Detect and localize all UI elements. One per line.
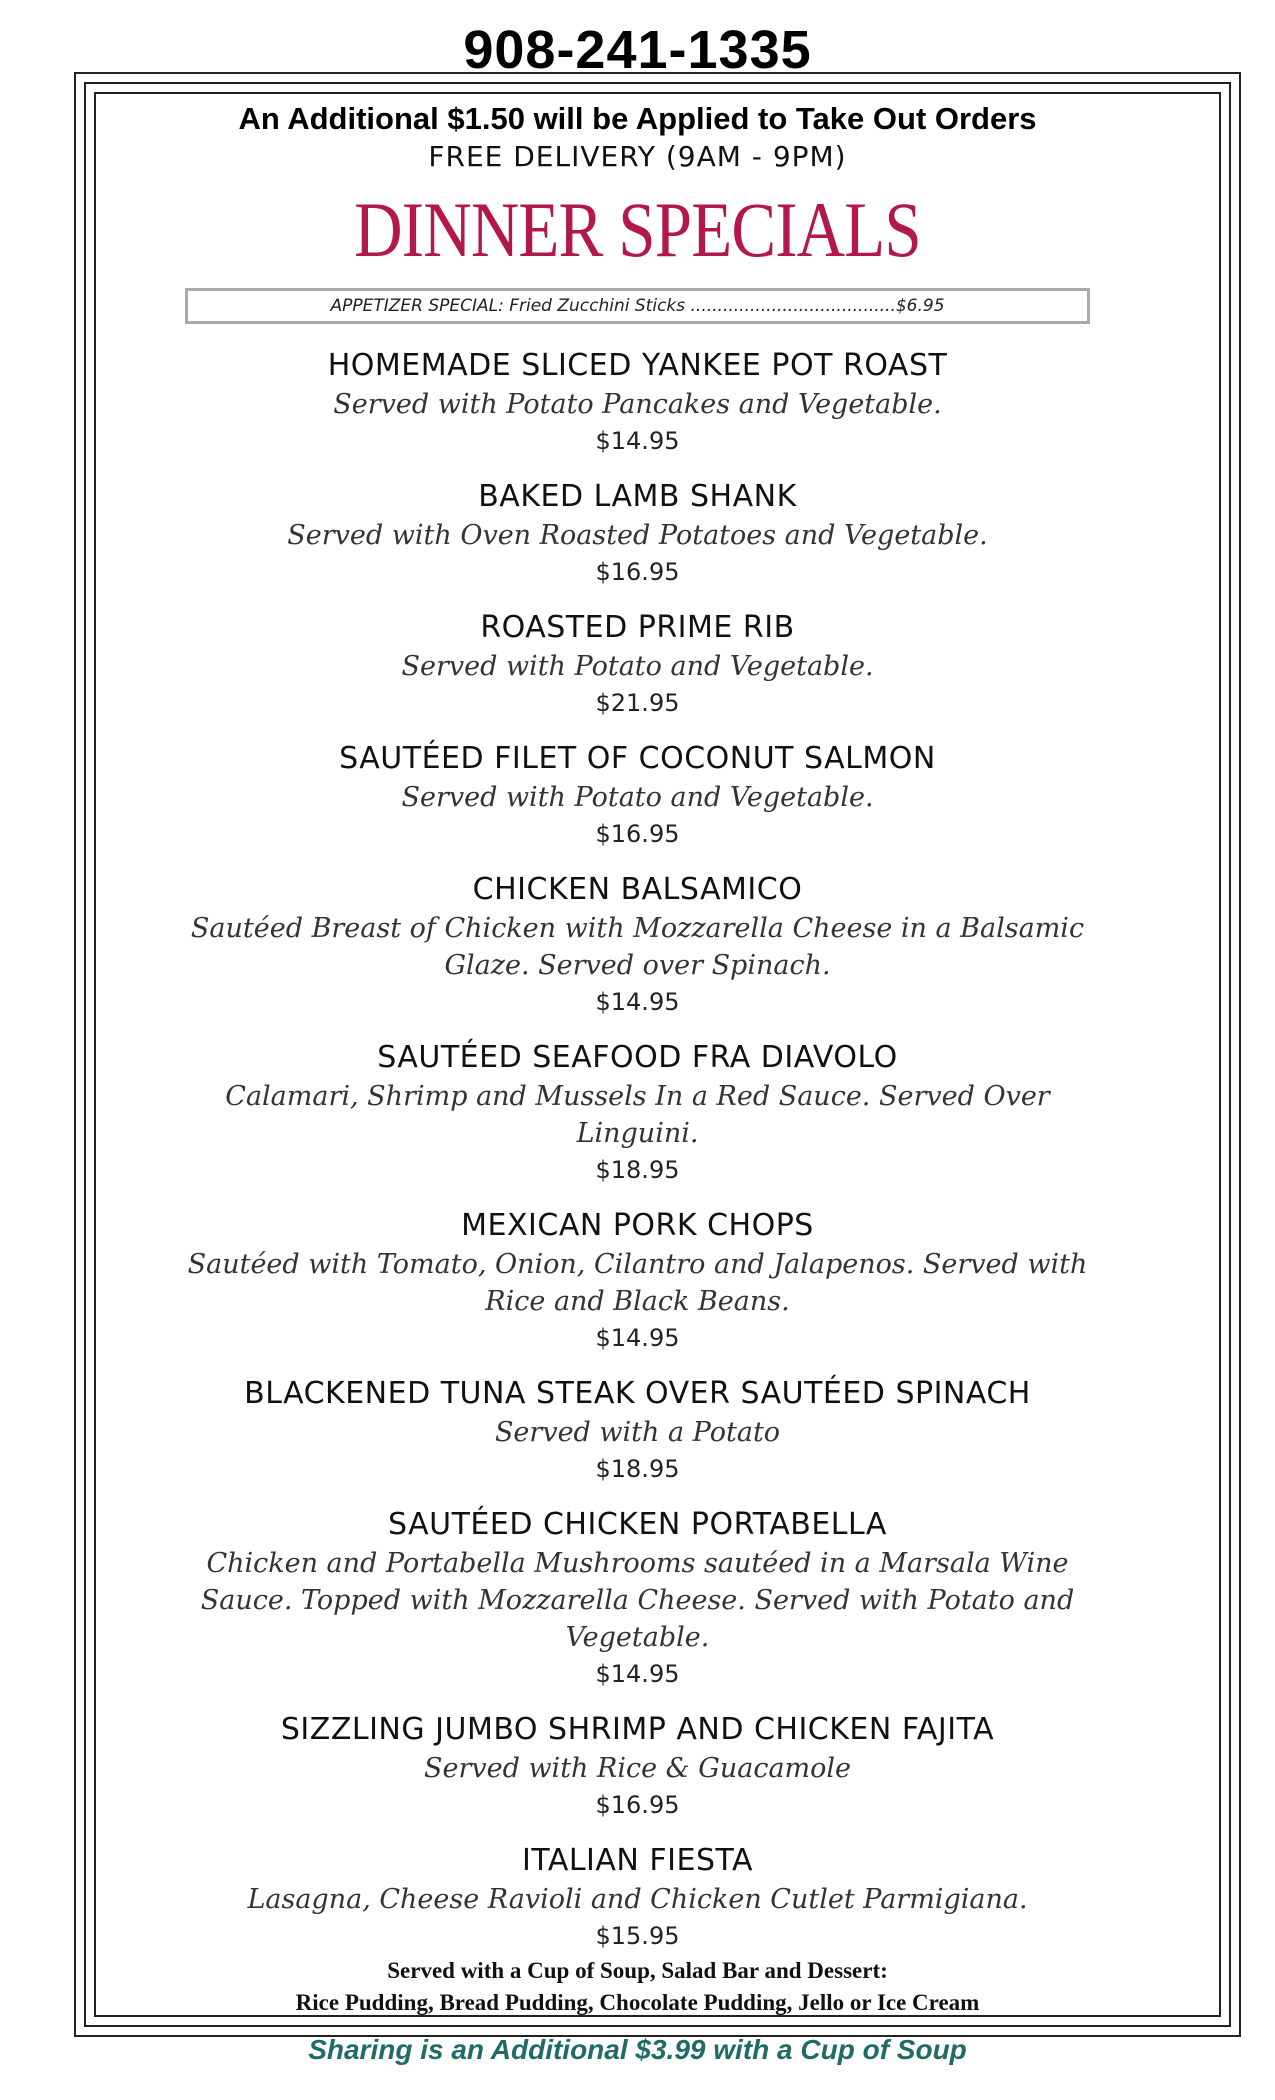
menu-item-description: Calamari, Shrimp and Mussels In a Red Sauce. Served Over Linguini. [225, 1081, 1050, 1149]
menu-item-name: CHICKEN BALSAMICO [472, 872, 803, 907]
menu-item [100, 1710, 1175, 1823]
menu-item-price: $15.95 [595, 1922, 680, 1950]
menu-item-price: $18.95 [595, 1156, 680, 1184]
menu-item-price: $16.95 [595, 558, 680, 586]
menu-item-name: BLACKENED TUNA STEAK OVER SAUTÉED SPINACH [244, 1376, 1031, 1411]
page-title: DINNER SPECIALS [354, 186, 921, 273]
menu-item-price: $14.95 [595, 1324, 680, 1352]
menu-item-price: $21.95 [595, 689, 680, 717]
menu-item [100, 346, 1175, 459]
menu-item-price: $14.95 [595, 1660, 680, 1688]
appetizer-special-text: APPETIZER SPECIAL: Fried Zucchini Sticks ......................................$6.95 [330, 296, 945, 316]
menu-items-list [100, 346, 1175, 1954]
menu-item [100, 477, 1175, 590]
menu-content [100, 98, 1175, 2018]
sharing-note: Sharing is an Additional $3.99 with a Cup of Soup [308, 2034, 967, 2065]
menu-item [100, 608, 1175, 721]
menu-item-description: Lasagna, Cheese Ravioli and Chicken Cutlet Parmigiana. [247, 1884, 1028, 1915]
appetizer-special-box [185, 288, 1090, 324]
menu-item-description: Served with Rice & Guacamole [423, 1753, 852, 1784]
menu-item-price: $16.95 [595, 1791, 680, 1819]
menu-item-name: SAUTÉED SEAFOOD FRA DIAVOLO [377, 1040, 898, 1075]
menu-item-price: $14.95 [595, 427, 680, 455]
menu-item-price: $14.95 [595, 988, 680, 1016]
menu-item-description: Sautéed with Tomato, Onion, Cilantro and Jalapenos. Served with Rice and Black Beans. [187, 1249, 1088, 1317]
menu-item-price: $16.95 [595, 820, 680, 848]
menu-item [100, 1038, 1175, 1188]
menu-item-name: HOMEMADE SLICED YANKEE POT ROAST [327, 348, 948, 383]
menu-item-name: MEXICAN PORK CHOPS [461, 1208, 814, 1243]
menu-item [100, 1206, 1175, 1356]
menu-item-description: Chicken and Portabella Mushrooms sautéed in a Marsala Wine Sauce. Topped with Mozzarella Cheese. Served with Potato and Vegetable. [200, 1548, 1075, 1653]
served-with-note: Served with a Cup of Soup, Salad Bar and Dessert: [387, 1958, 888, 1983]
menu-item [100, 870, 1175, 1020]
menu-item-name: BAKED LAMB SHANK [478, 479, 797, 514]
menu-item [100, 1374, 1175, 1487]
menu-item-name: SIZZLING JUMBO SHRIMP AND CHICKEN FAJITA [280, 1712, 995, 1747]
menu-item-description: Served with Potato Pancakes and Vegetable. [333, 389, 942, 420]
menu-item [100, 1505, 1175, 1692]
menu-item-description: Sautéed Breast of Chicken with Mozzarella Cheese in a Balsamic Glaze. Served over Spinach. [190, 913, 1085, 981]
delivery-note: FREE DELIVERY (9AM - 9PM) [428, 140, 847, 173]
menu-item-description: Served with Oven Roasted Potatoes and Vegetable. [287, 520, 988, 551]
menu-item-description: Served with a Potato [494, 1417, 781, 1448]
menu-item-price: $18.95 [595, 1455, 680, 1483]
menu-item [100, 1841, 1175, 1954]
takeout-note: An Additional $1.50 will be Applied to Take Out Orders [238, 101, 1037, 136]
menu-item-description: Served with Potato and Vegetable. [401, 651, 874, 682]
menu-item-name: SAUTÉED CHICKEN PORTABELLA [388, 1507, 887, 1542]
phone-number: 908-241-1335 [463, 20, 812, 80]
menu-item-name: SAUTÉED FILET OF COCONUT SALMON [339, 741, 936, 776]
menu-item [100, 739, 1175, 852]
dessert-options: Rice Pudding, Bread Pudding, Chocolate Pudding, Jello or Ice Cream [295, 1990, 980, 2015]
menu-item-name: ITALIAN FIESTA [521, 1843, 754, 1878]
menu-item-description: Served with Potato and Vegetable. [401, 782, 874, 813]
menu-item-name: ROASTED PRIME RIB [480, 610, 795, 645]
